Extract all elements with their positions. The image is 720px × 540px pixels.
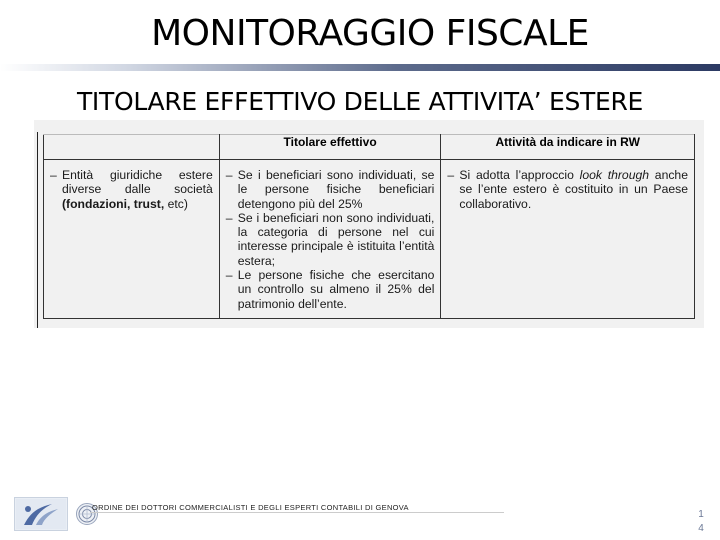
owner-criterion-3: Le persone fisiche che esercitano un controllo su almeno il 25% del patrimonio dell’ente. bbox=[237, 268, 435, 311]
table-image-panel bbox=[34, 120, 704, 328]
slide-title: MONITORAGGIO FISCALE bbox=[151, 13, 589, 54]
rw-text-start: Si adotta l’approccio bbox=[459, 168, 580, 182]
panel-left-rule bbox=[37, 132, 38, 328]
dash-marker: – bbox=[50, 168, 57, 182]
beneficial-owner-table bbox=[43, 134, 695, 319]
page-number bbox=[694, 508, 708, 536]
dash-marker: – bbox=[225, 268, 233, 283]
header-entity bbox=[44, 135, 220, 160]
list-item bbox=[226, 268, 435, 311]
page-number-digit: 4 bbox=[698, 523, 704, 534]
rw-text-italic: look through bbox=[579, 168, 650, 182]
footer-logos bbox=[14, 497, 98, 531]
cell-rw-activities bbox=[441, 160, 695, 319]
cell-entity bbox=[44, 160, 220, 319]
table-header-row bbox=[44, 135, 695, 160]
entity-text bbox=[62, 168, 213, 211]
header-beneficial-owner: Titolare effettivo bbox=[219, 135, 441, 160]
dash-marker: – bbox=[225, 210, 233, 225]
footer-divider bbox=[90, 512, 504, 513]
cell-beneficial-owner bbox=[219, 160, 441, 319]
dash-marker: – bbox=[225, 168, 233, 182]
rw-text-end: anche se l’ente estero è costituito in un Paese collaborativo. bbox=[459, 168, 688, 211]
list-item bbox=[50, 168, 213, 211]
odcec-logo-icon bbox=[14, 497, 68, 531]
table-row bbox=[44, 160, 695, 319]
entity-text-bold: (fondazioni, trust, bbox=[62, 196, 165, 211]
page-number-digit: 1 bbox=[698, 509, 704, 520]
header-rw-activities: Attività da indicare in RW bbox=[441, 135, 695, 160]
title-underline bbox=[0, 64, 720, 71]
list-item bbox=[226, 211, 435, 268]
dash-marker: – bbox=[447, 168, 455, 182]
owner-criterion-1: Se i beneficiari sono individuati, se le persone fisiche beneficiari detengono più del 25% bbox=[237, 168, 435, 211]
owner-criterion-2: Se i beneficiari non sono individuati, la categoria di persone nel cui interesse principale è istituita l’entità estera; bbox=[237, 210, 435, 268]
entity-text-end: etc) bbox=[164, 196, 188, 211]
slide-subtitle: TITOLARE EFFETTIVO DELLE ATTIVITA’ ESTERE bbox=[76, 87, 644, 116]
footer-organization: ORDINE DEI DOTTORI COMMERCIALISTI E DEGLI ESPERTI CONTABILI DI GENOVA bbox=[92, 503, 409, 512]
rw-text bbox=[459, 168, 688, 211]
list-item bbox=[447, 168, 688, 211]
list-item bbox=[226, 168, 435, 211]
entity-text-plain: Entità giuridiche estere diverse dalle società bbox=[62, 168, 213, 197]
